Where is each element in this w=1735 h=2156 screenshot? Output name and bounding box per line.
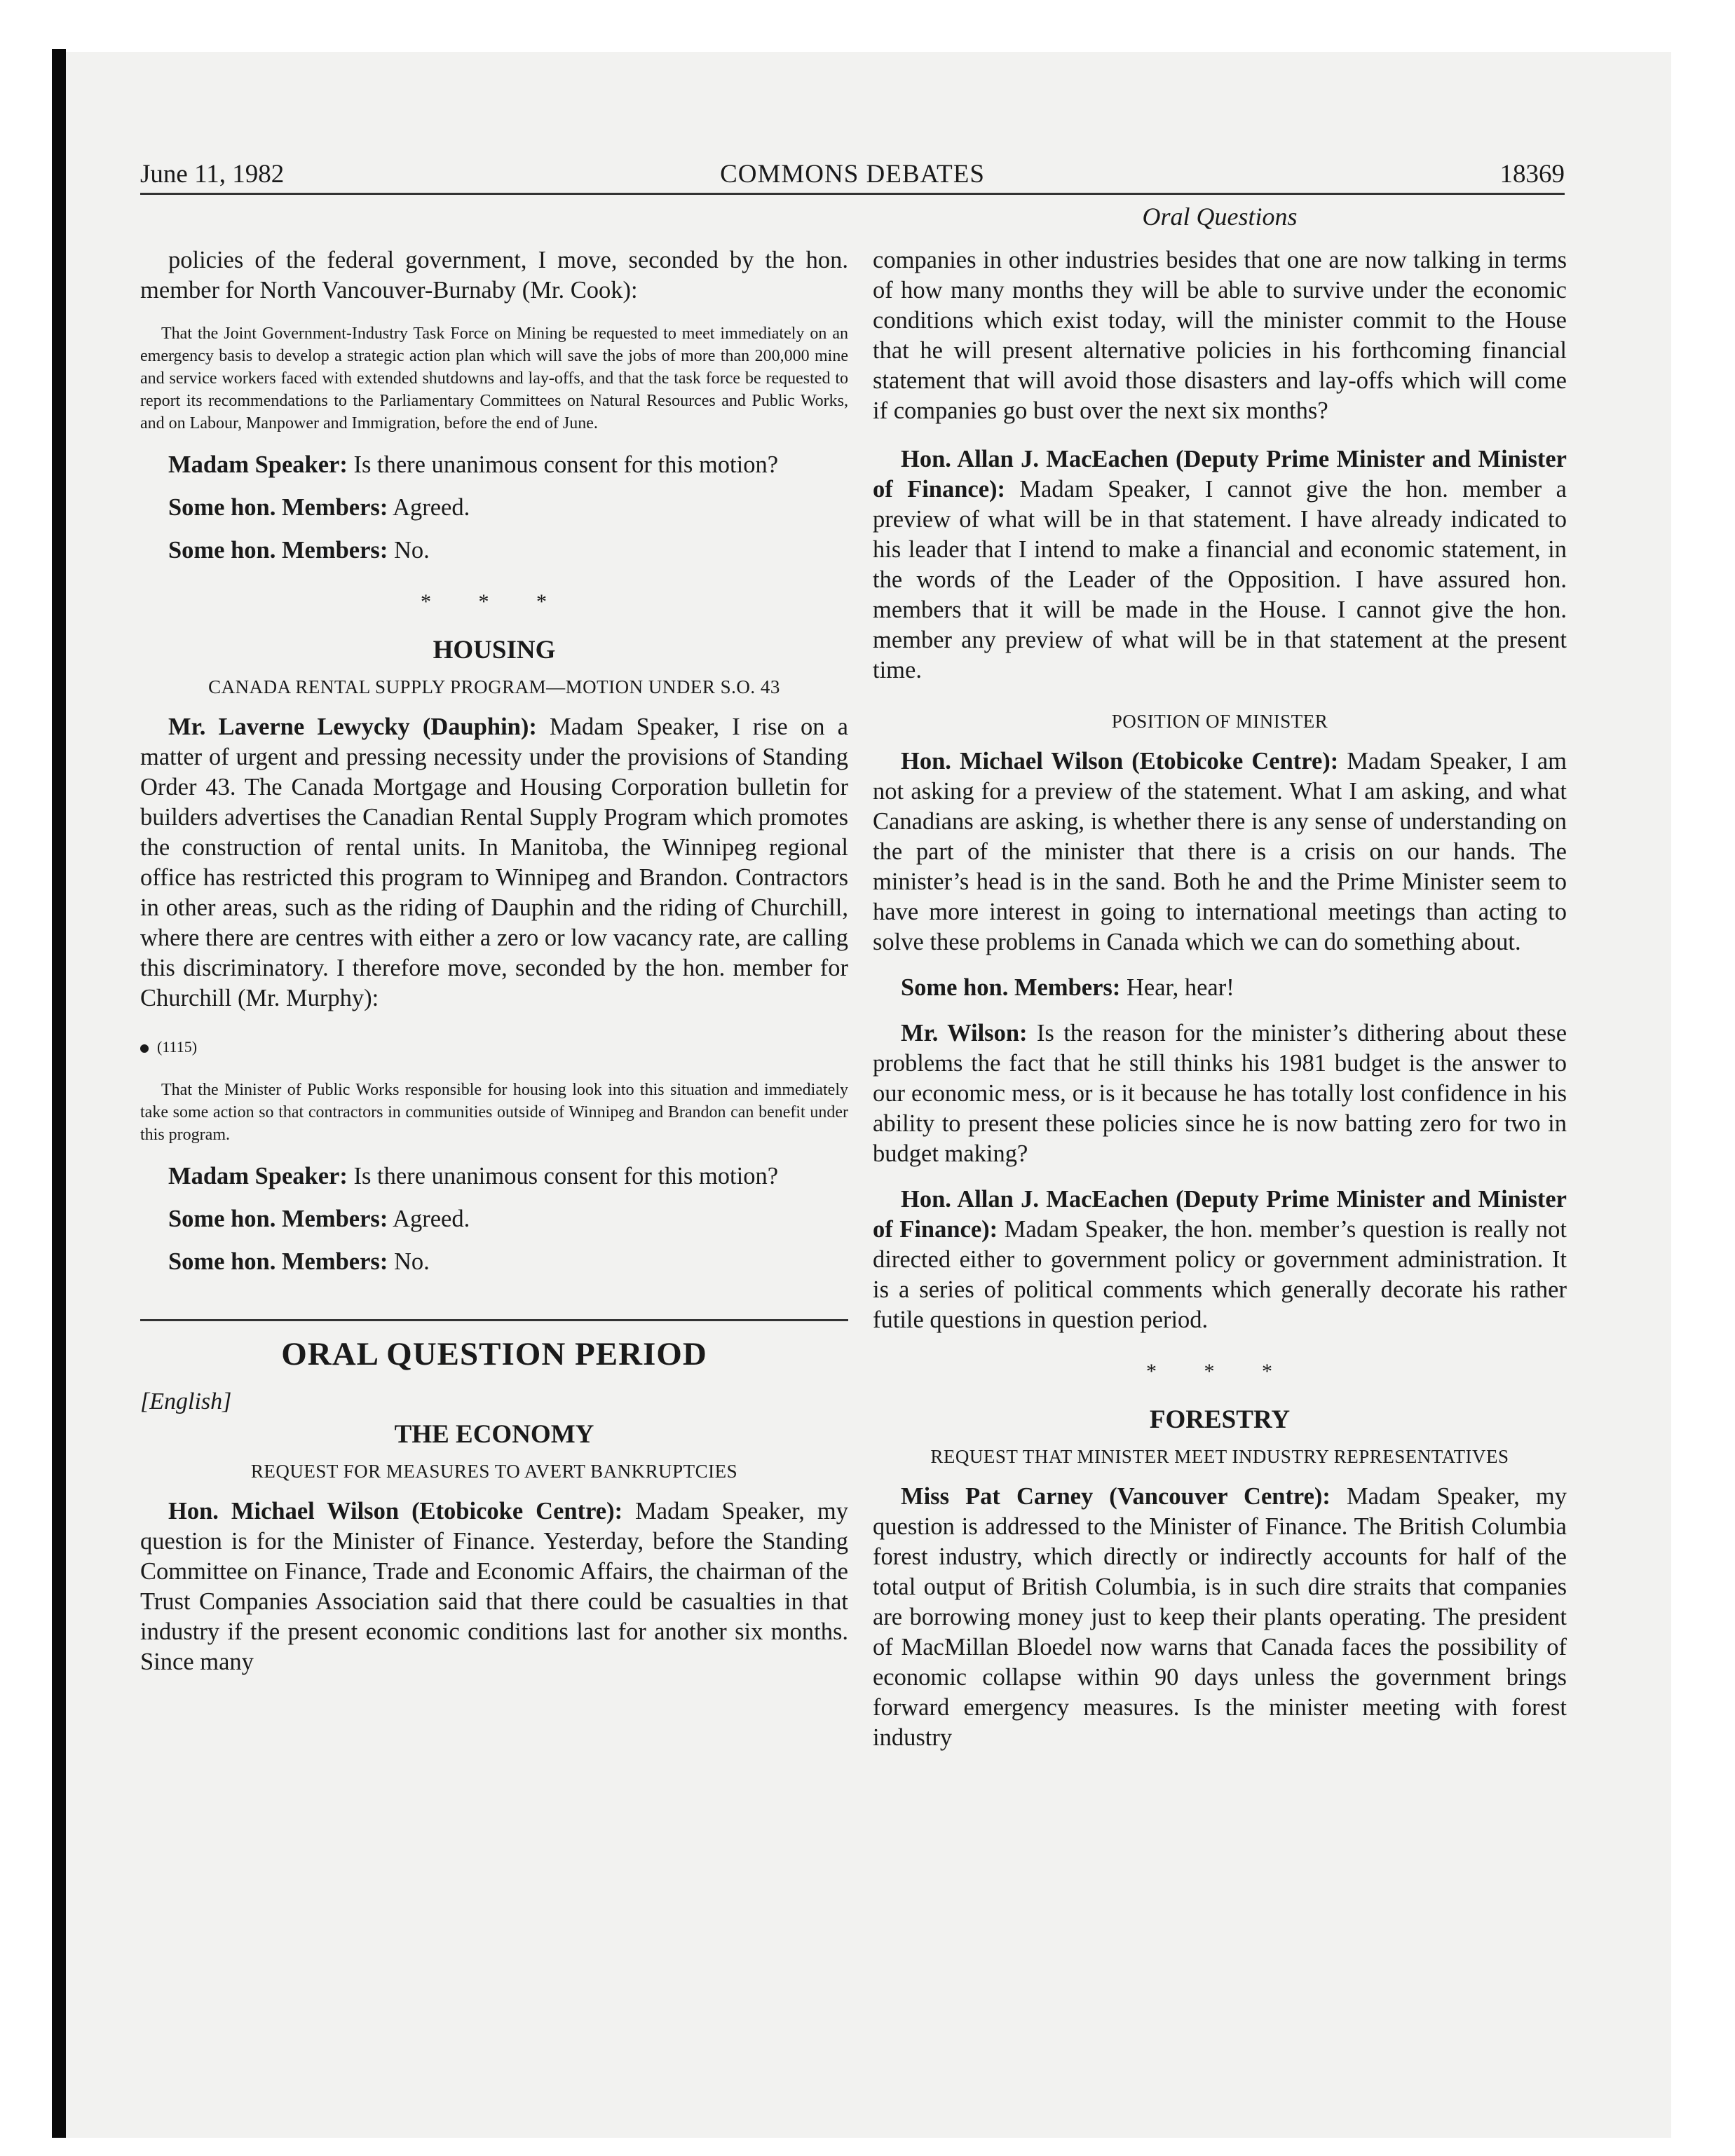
speech — [873, 746, 1567, 957]
time-marker: (1115) — [140, 1032, 848, 1062]
speech — [140, 712, 848, 1014]
speech — [140, 1161, 848, 1192]
section-separator: * * * — [1146, 1360, 1293, 1383]
speech-text: Madam Speaker, my question is for the Minister of Finance. Yesterday, before the Standing Committee on Finance, Trade and Economic Affairs, the chairman of the Trust Companies Association said that there could be casualties in that industry if the present economic conditions last for another six months. Since many — [140, 1498, 848, 1675]
speech-text: Is there unanimous consent for this motion? — [347, 451, 779, 478]
section-rule — [140, 1319, 848, 1321]
header-page-number: 18369 — [1499, 160, 1565, 189]
speaker: Mr. Wilson: — [901, 1020, 1028, 1046]
speaker: Hon. Michael Wilson (Etobicoke Centre): — [901, 748, 1339, 775]
speech-text: Madam Speaker, my question is addressed to the Minister of Finance. The British Columbia forest industry, which directly or indirectly accounts for half of the total output of British Columbia, is in such dire straits that companies are borrowing money just to keep their plants operating. The president of MacMillan Bloedel now warns that Canada faces the possibility of economic collapse within 90 days unless the government brings forward emergency measures. Is the minister meeting with forest industry — [873, 1483, 1567, 1751]
speech-text: No. — [388, 537, 430, 564]
speaker: Mr. Laverne Lewycky (Dauphin): — [168, 714, 537, 740]
speech-text: Madam Speaker, I am not asking for a preview of the statement. What I am asking, and what Canadians are asking, is whether there is any sense of understanding on the part of the minister that there is a crisis on our hands. The minister’s head is in the sand. Both he and the Prime Minister seem to have more interest in going to international meetings than acting to solve these problems in Canada which we can do something about. — [873, 748, 1567, 955]
subheading-bankruptcies: REQUEST FOR MEASURES TO AVERT BANKRUPTCIES — [250, 1461, 738, 1482]
speech-text: Is the reason for the minister’s dithering about these problems the fact that he still thinks his 1981 budget is the answer to our economic mess, or is it because he has totally lost confidence in his ability to present these policies since he is now batting zero for two in budget making? — [873, 1020, 1567, 1167]
paragraph: policies of the federal government, I move, seconded by the hon. member for North Vancouver-Burnaby (Mr. Cook): — [140, 247, 848, 303]
speech — [140, 1247, 848, 1277]
subheading-rental-program: CANADA RENTAL SUPPLY PROGRAM—MOTION UNDER S.O. 43 — [208, 676, 780, 697]
speech-text: Madam Speaker, I cannot give the hon. member a preview of what will be in that statement. I have already indicated to his leader that I intend to make a financial and economic statement, in the words of the Leader of the Opposition. I have assured hon. members that it will be made in the House. I cannot give the hon. member any preview of what will be in that statement at the present time. — [873, 476, 1567, 683]
speech — [873, 1018, 1567, 1169]
speech — [873, 1482, 1567, 1753]
page-header — [140, 153, 1565, 195]
heading-forestry: FORESTRY — [1149, 1405, 1291, 1434]
speech — [140, 493, 848, 523]
speaker: Madam Speaker: — [168, 451, 348, 478]
subheading-position-of-minister: POSITION OF MINISTER — [1111, 711, 1328, 732]
speaker: Hon. Michael Wilson (Etobicoke Centre): — [168, 1498, 623, 1524]
paragraph: companies in other industries besides that one are now talking in terms of how many months they will be able to survive under the economic conditions which exist today, will the minister commit to the House that he will present alternative policies in his forthcoming financial statement that will avoid those disasters and lay-offs which will come if companies go bust over the next six months? — [873, 247, 1567, 424]
speech — [140, 1496, 848, 1677]
left-column — [140, 245, 848, 1677]
speech-text: Madam Speaker, the hon. member’s question is really not directed either to government policy or government administration. It is a series of political comments which generally decorate his rather futile questions in question period. — [873, 1216, 1567, 1333]
header-title: COMMONS DEBATES — [720, 160, 985, 189]
speech-text: Madam Speaker, I rise on a matter of urgent and pressing necessity under the provisions of Standing Order 43. The Canada Mortgage and Housing Corporation bulletin for builders advertises the Canadian Rental Supply Program which promotes the construction of rental units. In Manitoba, the Winnipeg regional office has restricted this program to Winnipeg and Brandon. Contractors in other areas, such as the riding of Dauphin and the riding of Churchill, where there are centres with either a zero or low vacancy rate, are calling this discriminatory. I therefore move, seconded by the hon. member for Churchill (Mr. Murphy): — [140, 714, 848, 1011]
speaker: Hon. Allan J. MacEachen (Deputy Prime Minister and Minister of Finance): — [873, 446, 1567, 503]
scan-black-border — [52, 49, 66, 2138]
speaker: Some hon. Members: — [901, 974, 1121, 1001]
speaker: Miss Pat Carney (Vancouver Centre): — [901, 1483, 1331, 1510]
heading-oral-question-period: ORAL QUESTION PERIOD — [281, 1336, 707, 1372]
section-label: Oral Questions — [1142, 203, 1298, 231]
speech-text: Agreed. — [388, 494, 470, 521]
speech — [140, 450, 848, 480]
language-marker: [English] — [140, 1389, 232, 1414]
speaker: Some hon. Members: — [168, 537, 388, 564]
speech — [140, 535, 848, 566]
speech — [140, 1204, 848, 1234]
subheading-industry-representatives: REQUEST THAT MINISTER MEET INDUSTRY REPRESENTATIVES — [930, 1446, 1509, 1467]
speaker: Some hon. Members: — [168, 1248, 388, 1275]
speech-text: Agreed. — [388, 1206, 470, 1232]
speaker: Some hon. Members: — [168, 1206, 388, 1232]
section-separator: * * * — [421, 590, 568, 613]
right-column — [873, 245, 1567, 1753]
bullet-icon — [140, 1044, 149, 1053]
motion-quote: That the Minister of Public Works responsible for housing look into this situation and immediately take some action so that contractors in communities outside of Winnipeg and Brandon can benefit under this program. — [140, 1081, 848, 1144]
speaker: Hon. Allan J. MacEachen (Deputy Prime Minister and Minister of Finance): — [873, 1186, 1567, 1243]
motion-quote: That the Joint Government-Industry Task Force on Mining be requested to meet immediately on an emergency basis to develop a strategic action plan which will save the jobs of more than 200,000 mine and service workers faced with extended shutdowns and lay-offs, and that the task force be requested to report its recommendations to the Parliamentary Committees on Natural Resources and Public Works, and on Labour, Manpower and Immigration, before the end of June. — [140, 325, 848, 432]
speech — [873, 973, 1567, 1003]
speech-text: No. — [388, 1248, 430, 1275]
speech-text: Is there unanimous consent for this motion? — [347, 1163, 779, 1189]
heading-economy: THE ECONOMY — [394, 1420, 594, 1449]
speech — [873, 1185, 1567, 1335]
scan-edge — [0, 0, 52, 2156]
speech — [873, 444, 1567, 685]
speaker: Madam Speaker: — [168, 1163, 348, 1189]
header-rule — [140, 193, 1565, 195]
header-date: June 11, 1982 — [140, 160, 285, 189]
speech-text: Hear, hear! — [1120, 974, 1234, 1001]
speaker: Some hon. Members: — [168, 494, 388, 521]
heading-housing: HOUSING — [433, 636, 556, 664]
